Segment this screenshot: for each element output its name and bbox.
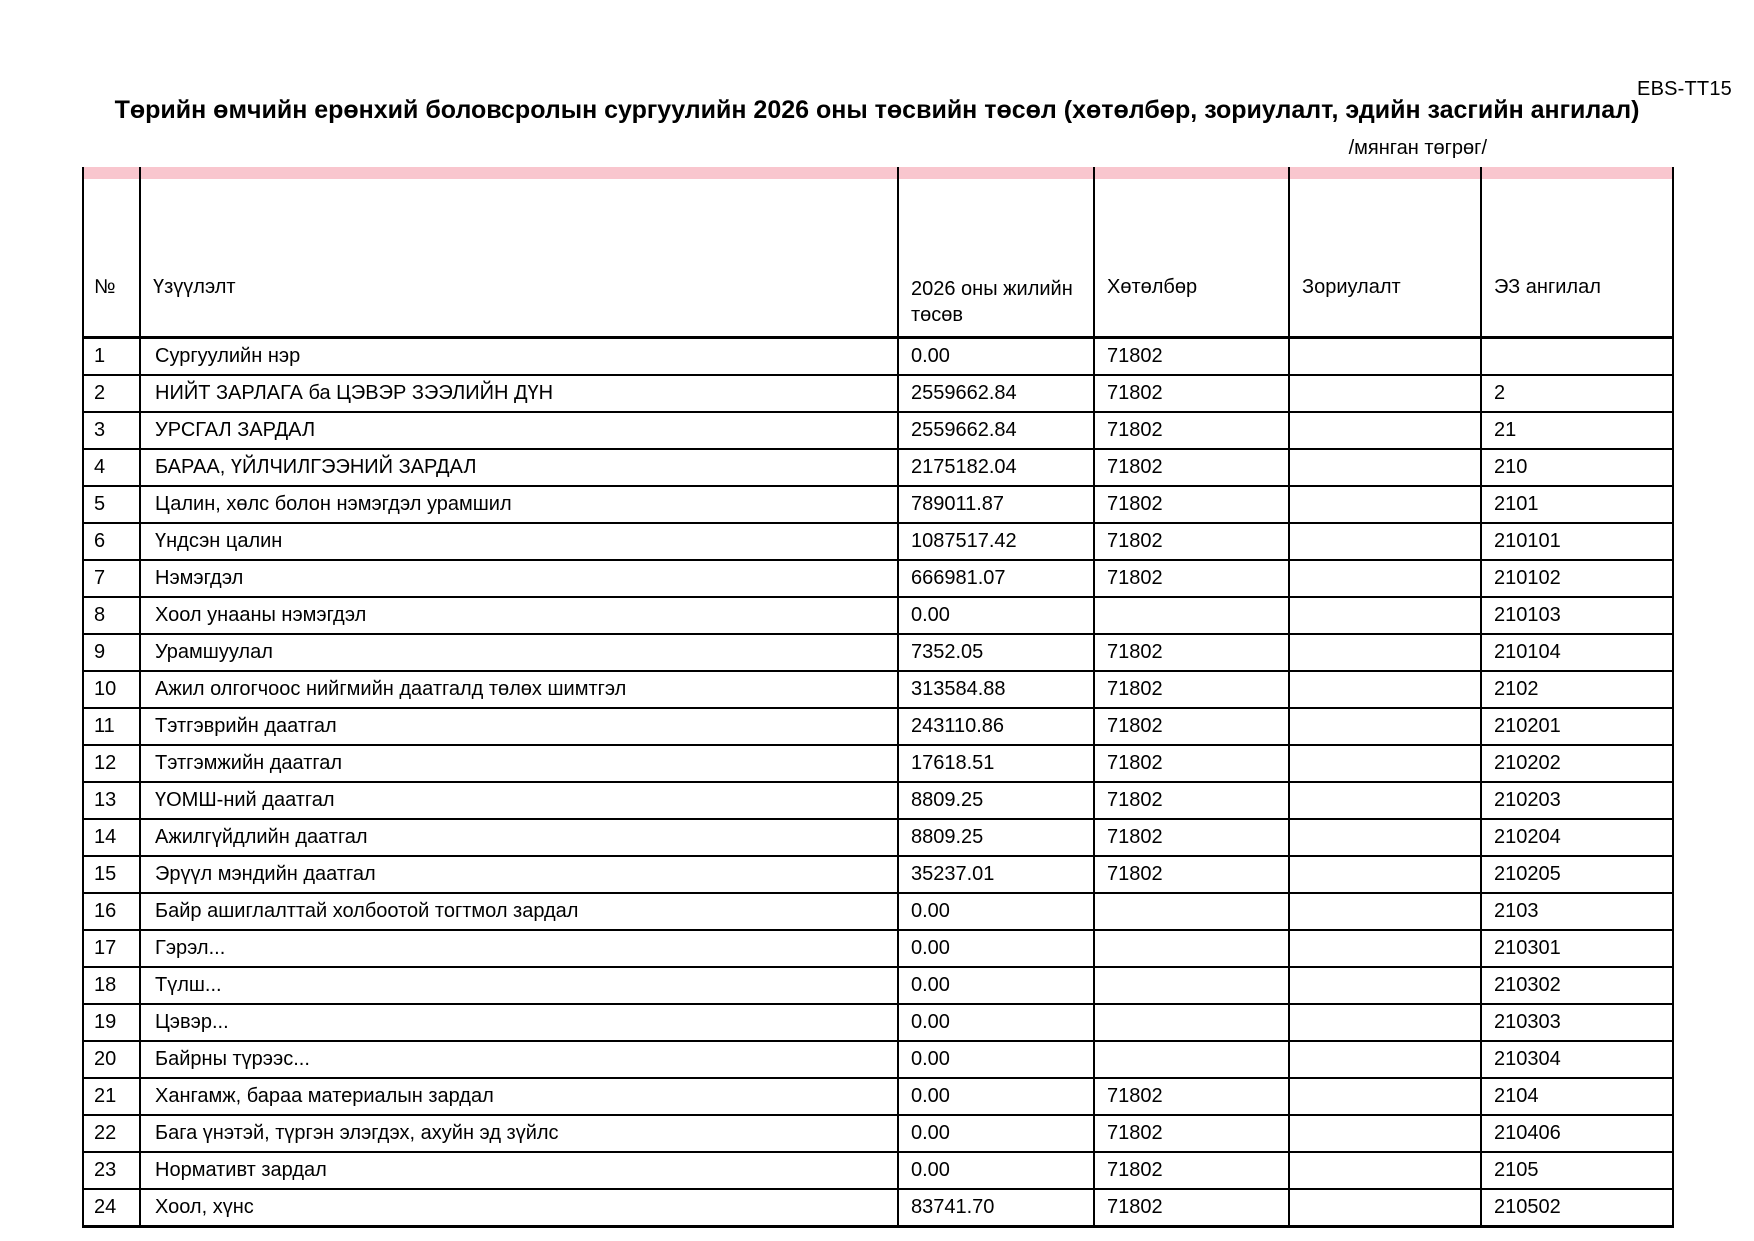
cell-ez-class-code: 210103 bbox=[1481, 597, 1673, 634]
cell-row-number: 14 bbox=[83, 819, 140, 856]
cell-program-code bbox=[1094, 597, 1289, 634]
cell-indicator-label: Ажил олгогчоос нийгмийн даатгалд төлөх шимтгэл bbox=[140, 671, 898, 708]
cell-ez-class-code: 210201 bbox=[1481, 708, 1673, 745]
cell-budget-2026: 1087517.42 bbox=[898, 523, 1094, 560]
cell-indicator-label: Бага үнэтэй, түргэн элэгдэх, ахуйн эд зүйлс bbox=[140, 1115, 898, 1152]
table-row bbox=[83, 634, 1673, 671]
column-header-purpose: Зориулалт bbox=[1289, 179, 1481, 338]
cell-budget-2026: 2175182.04 bbox=[898, 449, 1094, 486]
cell-program-code: 71802 bbox=[1094, 634, 1289, 671]
cell-budget-2026: 0.00 bbox=[898, 1152, 1094, 1189]
table-row bbox=[83, 338, 1673, 376]
cell-program-code bbox=[1094, 930, 1289, 967]
cell-row-number: 16 bbox=[83, 893, 140, 930]
cell-program-code: 71802 bbox=[1094, 1078, 1289, 1115]
cell-indicator-label: Нормативт зардал bbox=[140, 1152, 898, 1189]
cell-ez-class-code: 2 bbox=[1481, 375, 1673, 412]
cell-purpose-code bbox=[1289, 634, 1481, 671]
cell-program-code: 71802 bbox=[1094, 856, 1289, 893]
cell-purpose-code bbox=[1289, 1078, 1481, 1115]
column-header-ez-class: ЭЗ ангилал bbox=[1481, 179, 1673, 338]
cell-purpose-code bbox=[1289, 523, 1481, 560]
cell-purpose-code bbox=[1289, 486, 1481, 523]
cell-program-code: 71802 bbox=[1094, 782, 1289, 819]
cell-program-code: 71802 bbox=[1094, 560, 1289, 597]
cell-ez-class-code: 210205 bbox=[1481, 856, 1673, 893]
cell-purpose-code bbox=[1289, 856, 1481, 893]
table-row bbox=[83, 967, 1673, 1004]
cell-budget-2026: 8809.25 bbox=[898, 782, 1094, 819]
cell-indicator-label: Үндсэн цалин bbox=[140, 523, 898, 560]
cell-program-code: 71802 bbox=[1094, 671, 1289, 708]
pink-band-cell bbox=[1481, 167, 1673, 179]
cell-ez-class-code: 2101 bbox=[1481, 486, 1673, 523]
cell-ez-class-code: 210204 bbox=[1481, 819, 1673, 856]
cell-program-code: 71802 bbox=[1094, 486, 1289, 523]
cell-budget-2026: 2559662.84 bbox=[898, 375, 1094, 412]
cell-row-number: 8 bbox=[83, 597, 140, 634]
cell-row-number: 5 bbox=[83, 486, 140, 523]
cell-row-number: 24 bbox=[83, 1189, 140, 1227]
pink-band-cell bbox=[1094, 167, 1289, 179]
cell-ez-class-code: 210502 bbox=[1481, 1189, 1673, 1227]
cell-row-number: 23 bbox=[83, 1152, 140, 1189]
cell-budget-2026: 2559662.84 bbox=[898, 412, 1094, 449]
cell-program-code: 71802 bbox=[1094, 708, 1289, 745]
cell-program-code: 71802 bbox=[1094, 1115, 1289, 1152]
form-code: EBS-TT15 bbox=[1637, 78, 1732, 100]
page-title: Төрийн өмчийн ерөнхий боловсролын сургуулийн 2026 оны төсвийн төсөл (хөтөлбөр, зориулалт, эдийн засгийн ангилал) bbox=[114, 96, 1640, 124]
cell-budget-2026: 0.00 bbox=[898, 893, 1094, 930]
cell-program-code: 71802 bbox=[1094, 1152, 1289, 1189]
table-row bbox=[83, 486, 1673, 523]
cell-indicator-label: Нэмэгдэл bbox=[140, 560, 898, 597]
cell-row-number: 4 bbox=[83, 449, 140, 486]
table-row bbox=[83, 1189, 1673, 1227]
cell-indicator-label: Урамшуулал bbox=[140, 634, 898, 671]
cell-row-number: 11 bbox=[83, 708, 140, 745]
cell-budget-2026: 0.00 bbox=[898, 1004, 1094, 1041]
table-row bbox=[83, 856, 1673, 893]
pink-band-cell bbox=[83, 167, 140, 179]
table-row bbox=[83, 560, 1673, 597]
cell-budget-2026: 0.00 bbox=[898, 930, 1094, 967]
cell-purpose-code bbox=[1289, 1004, 1481, 1041]
header-row bbox=[83, 179, 1673, 338]
cell-purpose-code bbox=[1289, 1152, 1481, 1189]
cell-purpose-code bbox=[1289, 1115, 1481, 1152]
cell-indicator-label: Тэтгэврийн даатгал bbox=[140, 708, 898, 745]
cell-purpose-code bbox=[1289, 449, 1481, 486]
cell-program-code: 71802 bbox=[1094, 745, 1289, 782]
cell-ez-class-code: 210406 bbox=[1481, 1115, 1673, 1152]
cell-program-code: 71802 bbox=[1094, 523, 1289, 560]
cell-ez-class-code: 210102 bbox=[1481, 560, 1673, 597]
table-body bbox=[83, 338, 1673, 1227]
cell-indicator-label: Тэтгэмжийн даатгал bbox=[140, 745, 898, 782]
column-header-program: Хөтөлбөр bbox=[1094, 179, 1289, 338]
pink-band-cell bbox=[140, 167, 898, 179]
cell-program-code: 71802 bbox=[1094, 449, 1289, 486]
cell-purpose-code bbox=[1289, 745, 1481, 782]
cell-row-number: 1 bbox=[83, 338, 140, 376]
cell-purpose-code bbox=[1289, 412, 1481, 449]
cell-ez-class-code: 210202 bbox=[1481, 745, 1673, 782]
table-row bbox=[83, 782, 1673, 819]
cell-row-number: 6 bbox=[83, 523, 140, 560]
cell-purpose-code bbox=[1289, 597, 1481, 634]
cell-budget-2026: 243110.86 bbox=[898, 708, 1094, 745]
cell-indicator-label: Хангамж, бараа материалын зардал bbox=[140, 1078, 898, 1115]
cell-row-number: 17 bbox=[83, 930, 140, 967]
cell-indicator-label: НИЙТ ЗАРЛАГА ба ЦЭВЭР ЗЭЭЛИЙН ДҮН bbox=[140, 375, 898, 412]
column-header-indicator: Үзүүлэлт bbox=[140, 179, 898, 338]
cell-program-code: 71802 bbox=[1094, 412, 1289, 449]
cell-row-number: 7 bbox=[83, 560, 140, 597]
pink-band-cell bbox=[1289, 167, 1481, 179]
cell-indicator-label: Эрүүл мэндийн даатгал bbox=[140, 856, 898, 893]
cell-budget-2026: 8809.25 bbox=[898, 819, 1094, 856]
cell-ez-class-code: 210303 bbox=[1481, 1004, 1673, 1041]
cell-row-number: 19 bbox=[83, 1004, 140, 1041]
cell-ez-class-code: 21 bbox=[1481, 412, 1673, 449]
cell-indicator-label: Цэвэр... bbox=[140, 1004, 898, 1041]
table-row bbox=[83, 708, 1673, 745]
cell-ez-class-code: 210101 bbox=[1481, 523, 1673, 560]
cell-indicator-label: УРСГАЛ ЗАРДАЛ bbox=[140, 412, 898, 449]
cell-purpose-code bbox=[1289, 1189, 1481, 1227]
cell-budget-2026: 0.00 bbox=[898, 967, 1094, 1004]
cell-row-number: 18 bbox=[83, 967, 140, 1004]
cell-budget-2026: 313584.88 bbox=[898, 671, 1094, 708]
cell-program-code bbox=[1094, 1004, 1289, 1041]
column-header-no: № bbox=[83, 179, 140, 338]
cell-program-code bbox=[1094, 893, 1289, 930]
cell-ez-class-code: 2103 bbox=[1481, 893, 1673, 930]
table-row bbox=[83, 819, 1673, 856]
table-row bbox=[83, 412, 1673, 449]
cell-purpose-code bbox=[1289, 930, 1481, 967]
cell-purpose-code bbox=[1289, 893, 1481, 930]
cell-indicator-label: Байр ашиглалттай холбоотой тогтмол зардал bbox=[140, 893, 898, 930]
cell-program-code: 71802 bbox=[1094, 819, 1289, 856]
cell-ez-class-code: 210104 bbox=[1481, 634, 1673, 671]
table-row bbox=[83, 523, 1673, 560]
cell-indicator-label: Ажилгүйдлийн даатгал bbox=[140, 819, 898, 856]
cell-program-code bbox=[1094, 967, 1289, 1004]
cell-indicator-label: Байрны түрээс... bbox=[140, 1041, 898, 1078]
cell-ez-class-code: 210301 bbox=[1481, 930, 1673, 967]
cell-indicator-label: Хоол унааны нэмэгдэл bbox=[140, 597, 898, 634]
cell-row-number: 12 bbox=[83, 745, 140, 782]
cell-purpose-code bbox=[1289, 671, 1481, 708]
cell-budget-2026: 0.00 bbox=[898, 1041, 1094, 1078]
cell-row-number: 21 bbox=[83, 1078, 140, 1115]
cell-ez-class-code: 2105 bbox=[1481, 1152, 1673, 1189]
cell-ez-class-code: 2104 bbox=[1481, 1078, 1673, 1115]
cell-budget-2026: 0.00 bbox=[898, 1115, 1094, 1152]
cell-row-number: 22 bbox=[83, 1115, 140, 1152]
table-row bbox=[83, 745, 1673, 782]
cell-budget-2026: 35237.01 bbox=[898, 856, 1094, 893]
cell-purpose-code bbox=[1289, 1041, 1481, 1078]
cell-row-number: 13 bbox=[83, 782, 140, 819]
cell-row-number: 3 bbox=[83, 412, 140, 449]
cell-indicator-label: Гэрэл... bbox=[140, 930, 898, 967]
cell-budget-2026: 0.00 bbox=[898, 1078, 1094, 1115]
pink-band-cell bbox=[898, 167, 1094, 179]
cell-purpose-code bbox=[1289, 782, 1481, 819]
cell-indicator-label: ҮОМШ-ний даатгал bbox=[140, 782, 898, 819]
cell-ez-class-code: 210304 bbox=[1481, 1041, 1673, 1078]
cell-purpose-code bbox=[1289, 819, 1481, 856]
cell-purpose-code bbox=[1289, 708, 1481, 745]
cell-purpose-code bbox=[1289, 338, 1481, 376]
column-header-budget-2026: 2026 оны жилийн төсөв bbox=[898, 179, 1094, 338]
table-row bbox=[83, 671, 1673, 708]
cell-budget-2026: 7352.05 bbox=[898, 634, 1094, 671]
cell-budget-2026: 0.00 bbox=[898, 338, 1094, 376]
pink-band-row bbox=[83, 167, 1673, 179]
cell-indicator-label: Хоол, хүнс bbox=[140, 1189, 898, 1227]
budget-table bbox=[82, 167, 1674, 1228]
table-row bbox=[83, 449, 1673, 486]
table-row bbox=[83, 597, 1673, 634]
cell-row-number: 9 bbox=[83, 634, 140, 671]
cell-indicator-label: Цалин, хөлс болон нэмэгдэл урамшил bbox=[140, 486, 898, 523]
cell-ez-class-code: 2102 bbox=[1481, 671, 1673, 708]
table-row bbox=[83, 1004, 1673, 1041]
cell-program-code: 71802 bbox=[1094, 375, 1289, 412]
cell-ez-class-code: 210203 bbox=[1481, 782, 1673, 819]
cell-program-code: 71802 bbox=[1094, 338, 1289, 376]
cell-purpose-code bbox=[1289, 967, 1481, 1004]
cell-budget-2026: 17618.51 bbox=[898, 745, 1094, 782]
table-row bbox=[83, 1041, 1673, 1078]
cell-program-code: 71802 bbox=[1094, 1189, 1289, 1227]
cell-ez-class-code: 210302 bbox=[1481, 967, 1673, 1004]
cell-program-code bbox=[1094, 1041, 1289, 1078]
cell-indicator-label: БАРАА, ҮЙЛЧИЛГЭЭНИЙ ЗАРДАЛ bbox=[140, 449, 898, 486]
table-row bbox=[83, 1152, 1673, 1189]
cell-row-number: 10 bbox=[83, 671, 140, 708]
cell-ez-class-code bbox=[1481, 338, 1673, 376]
table-row bbox=[83, 893, 1673, 930]
table-row bbox=[83, 930, 1673, 967]
cell-budget-2026: 789011.87 bbox=[898, 486, 1094, 523]
table-row bbox=[83, 375, 1673, 412]
cell-indicator-label: Түлш... bbox=[140, 967, 898, 1004]
cell-purpose-code bbox=[1289, 560, 1481, 597]
cell-ez-class-code: 210 bbox=[1481, 449, 1673, 486]
cell-budget-2026: 83741.70 bbox=[898, 1189, 1094, 1227]
table-row bbox=[83, 1078, 1673, 1115]
table-row bbox=[83, 1115, 1673, 1152]
cell-indicator-label: Сургуулийн нэр bbox=[140, 338, 898, 376]
cell-row-number: 15 bbox=[83, 856, 140, 893]
cell-row-number: 20 bbox=[83, 1041, 140, 1078]
unit-note: /мянган төгрөг/ bbox=[1348, 137, 1487, 159]
cell-budget-2026: 0.00 bbox=[898, 597, 1094, 634]
cell-row-number: 2 bbox=[83, 375, 140, 412]
cell-budget-2026: 666981.07 bbox=[898, 560, 1094, 597]
cell-purpose-code bbox=[1289, 375, 1481, 412]
